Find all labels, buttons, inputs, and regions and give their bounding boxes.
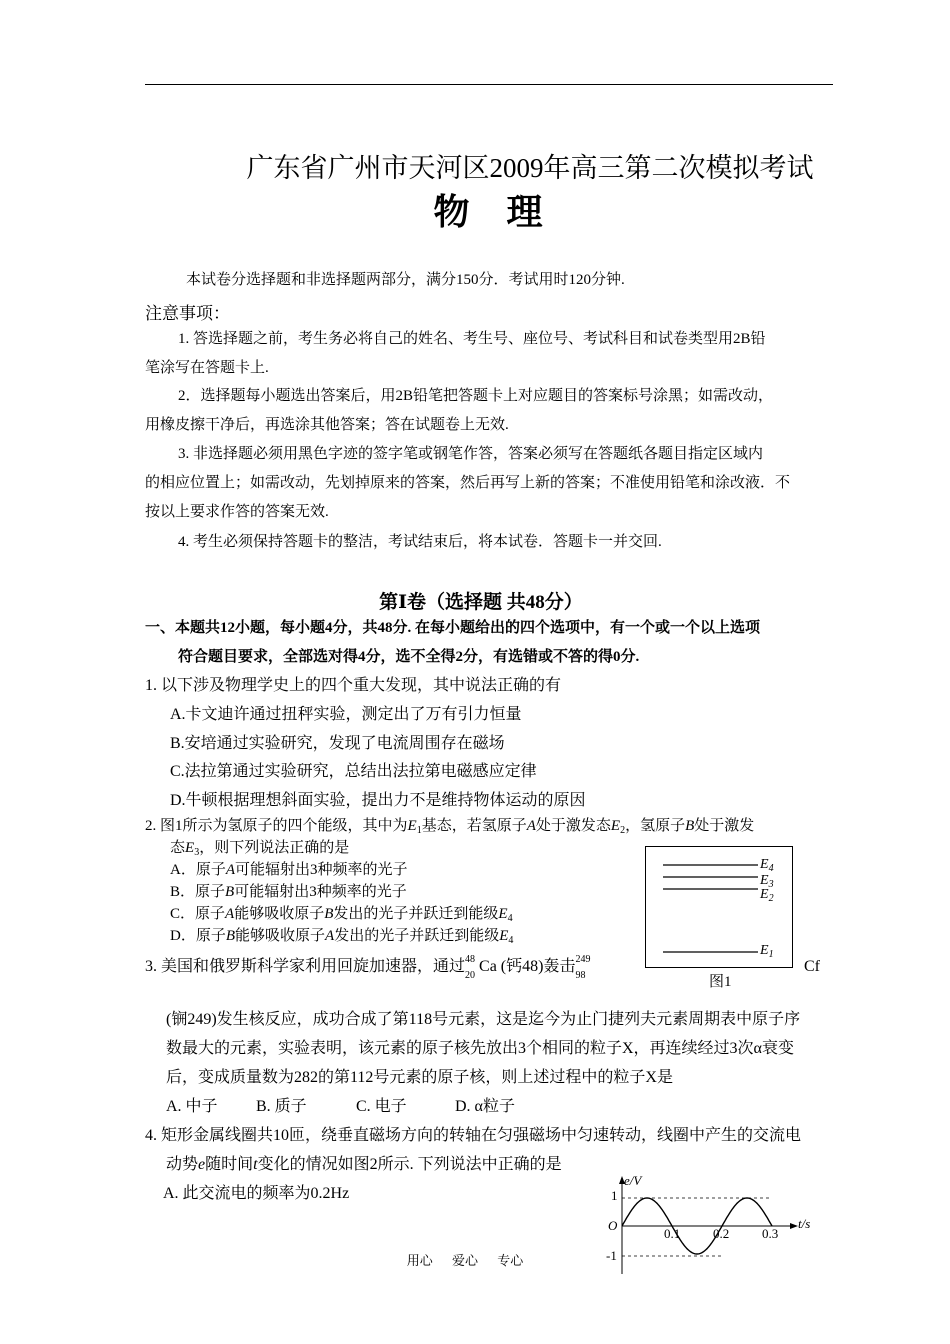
part-instructions-line2: 符合题目要求，全部选对得4分，选不全得2分，有选错或不答的得0分. <box>178 649 640 665</box>
header-rule <box>145 84 833 85</box>
cf-nuclide-numbers: 249 98 <box>575 954 591 982</box>
notice-line: 3. 非选择题必须用黑色字迹的签字笔或钢笔作答，答案必须写在答题纸各题目指定区域内 <box>178 446 764 462</box>
figure1-caption: 图1 <box>709 974 732 990</box>
q4-line1: 4. 矩形金属线圈共10匝，绕垂直磁场方向的转轴在匀强磁场中匀速转动，线圈中产生的交流电 <box>145 1127 802 1144</box>
notice-line: 4. 考生必须保持答题卡的整洁，考试结束后，将本试卷．答题卡一并交回. <box>178 534 662 550</box>
q3-line3: 数最大的元素，实验表明，该元素的原子核先放出3个相同的粒子X，再连续经过3次α衰变 <box>166 1040 794 1057</box>
q2-stem-line1: 2. 图1所示为氢原子的四个能级，其中为$E_1$基态，若氢原子A处于激发态$E_2$，氢原子B处于激发 <box>145 818 755 836</box>
subject-title: 物 理 <box>433 192 557 232</box>
figure2-x-label: t/s <box>798 1216 811 1231</box>
q2-option-d: D．原子B能够吸收原子A发出的光子并跃迁到能级$E_4$ <box>170 928 514 946</box>
notice-line: 用橡皮擦干净后，再选涂其他答案；答在试题卷上无效. <box>145 417 509 433</box>
notice-line: 的相应位置上；如需改动，先划掉原来的答案，然后再写上新的答案；不准使用铅笔和涂改液．不 <box>145 475 791 491</box>
footer-word: 用心 <box>406 1253 433 1268</box>
q1-option-d: D.牛顿根据理想斜面实验，提出力不是维持物体运动的原因 <box>170 792 586 809</box>
notice-line: 1. 答选择题之前，考生务必将自己的姓名、考生号、座位号、考试科目和试卷类型用2B铅 <box>178 331 766 347</box>
q1-option-b: B.安培通过实验研究，发现了电流周围存在磁场 <box>170 735 505 752</box>
q3-option-d: D. α粒子 <box>455 1098 515 1115</box>
footer-word: 爱心 <box>451 1253 478 1268</box>
figure2-x-tick: 0.1 <box>664 1226 681 1241</box>
ca-nuclide-numbers: 48 20 <box>465 954 476 982</box>
section-title: 第Ⅰ卷（选择题 共48分） <box>379 592 583 613</box>
q2-stem-line2: 态$E_3$，则下列说法正确的是 <box>170 840 350 858</box>
figure1-energy-levels <box>645 846 793 968</box>
level-label-e1: $E_1$ <box>760 943 774 960</box>
q4-option-a: A. 此交流电的频率为0.2Hz <box>163 1185 350 1202</box>
x-axis-arrow <box>790 1223 798 1229</box>
q1-option-a: A.卡文迪许通过扭秤实验，测定出了万有引力恒量 <box>170 706 522 723</box>
intro-text: 本试卷分选择题和非选择题两部分，满分150分．考试用时120分钟. <box>186 272 625 288</box>
figure2-x-tick: 0.3 <box>762 1226 779 1241</box>
figure2-y-label: e/V <box>624 1173 642 1188</box>
figure2-origin: O <box>608 1218 618 1233</box>
page-footer <box>0 1250 950 1269</box>
q2-option-b: B．原子B可能辐射出3种频率的光子 <box>170 884 407 900</box>
figure2-y-tick: -1 <box>606 1248 617 1263</box>
footer-word: 专心 <box>497 1253 524 1268</box>
q3-option-b: B. 质子 <box>256 1098 307 1115</box>
q3-option-c: C. 电子 <box>356 1098 407 1115</box>
q2-option-c: C．原子A能够吸收原子B发出的光子并跃迁到能级$E_4$ <box>170 906 513 924</box>
exam-title: 广东省广州市天河区2009年高三第二次模拟考试 <box>246 153 814 183</box>
figure2-y-tick: 1 <box>611 1188 618 1203</box>
figure2-x-tick: 0.2 <box>713 1226 730 1241</box>
notice-heading: 注意事项： <box>145 304 230 324</box>
q3-option-a: A. 中子 <box>166 1098 218 1115</box>
level-label-e3: $E_3$ <box>760 873 774 890</box>
level-label-e2: $E_2$ <box>760 887 774 904</box>
part-instructions-line1: 一、本题共12小题，每小题4分，共48分. 在每小题给出的四个选项中，有一个或一个以上选项 <box>145 620 761 636</box>
q1-stem: 1. 以下涉及物理学史上的四个重大发现，其中说法正确的有 <box>145 677 562 694</box>
q2-option-a: A．原子A可能辐射出3种频率的光子 <box>170 862 408 878</box>
cf-symbol: Cf <box>804 958 820 975</box>
q3-line1: 3. 美国和俄罗斯科学家利用回旋加速器，通过 48 20 Ca (钙48)轰击 249 98 <box>145 956 597 978</box>
level-label-e4: $E_4$ <box>760 857 774 874</box>
q3-line2: (锎249)发生核反应，成功合成了第118号元素，这是迄今为止门捷列夫元素周期表中原子序 <box>166 1011 801 1028</box>
notice-line: 2．选择题每小题选出答案后，用2B铅笔把答题卡上对应题目的答案标号涂黑；如需改动， <box>178 388 774 404</box>
q1-option-c: C.法拉第通过实验研究，总结出法拉第电磁感应定律 <box>170 763 537 780</box>
q3-line4: 后，变成质量数为282的第112号元素的原子核，则上述过程中的粒子X是 <box>166 1069 673 1086</box>
q4-line2: 动势e随时间t变化的情况如图2所示. 下列说法中正确的是 <box>166 1156 562 1173</box>
notice-line: 按以上要求作答的答案无效. <box>145 504 329 520</box>
notice-line: 笔涂写在答题卡上. <box>145 360 269 376</box>
